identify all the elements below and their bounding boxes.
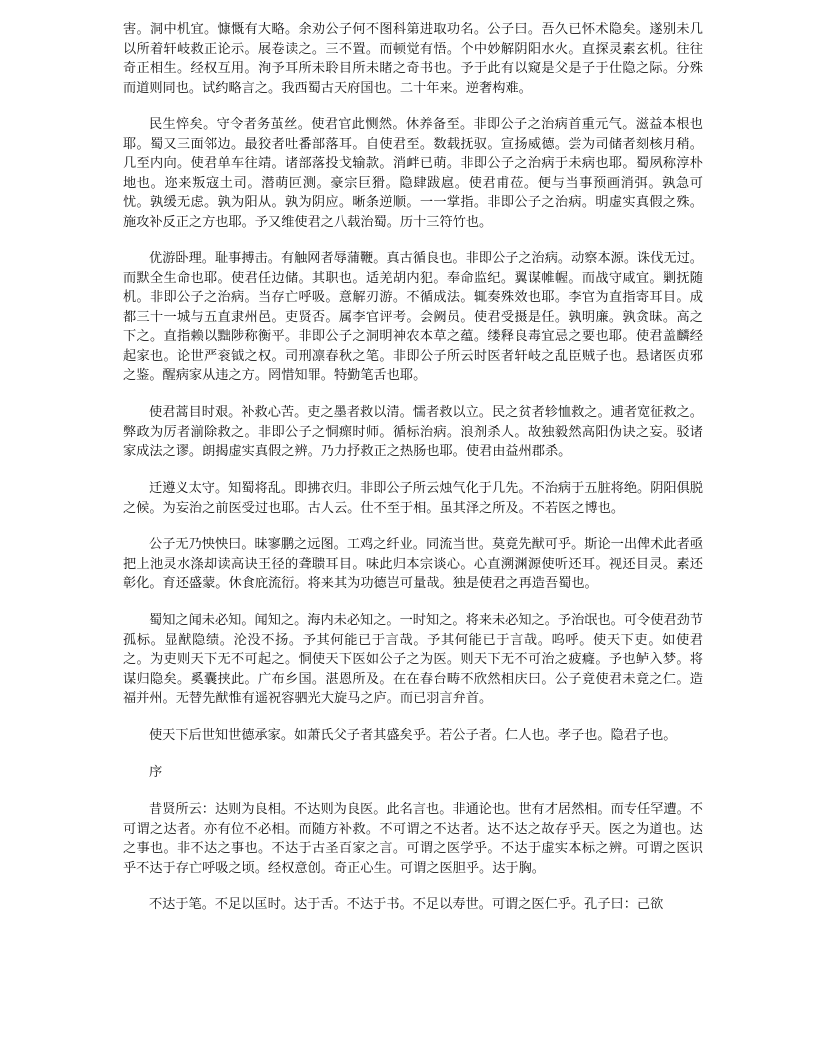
preface-paragraph-1: 昔贤所云：达则为良相。不达则为良医。此名言也。非通论也。世有才居然相。而专任罕遭。不可谓之达者。亦有位不必相。而随方补救。不可谓之不达者。达不达之故存乎天。医之为道也。达之事也。非不达之事也。不达于古圣百家之言。可谓之医学乎。不达于虚实本标之辨。可谓之医识乎不达于存亡呼吸之顷。经权意创。奇正心生。可谓之医胆乎。达于胸。 — [123, 802, 703, 876]
paragraph-6: 公子无乃怏怏曰。昧寥鹏之远图。工鸡之纤业。同流当世。莫竟先猷可乎。斯论一出俾术此者亟把上池灵水涤却读高诀王径的聋聩耳目。味此归本宗谈心。心直溯渊源使听还耳。视还目灵。素还彰化。育还盛蒙。休食庇流衍。将来其为功德岂可量哉。独是使君之再造吾蜀也。 — [123, 537, 703, 591]
preface-paragraph-2: 不达于笔。不足以匡时。达于舌。不达于书。不足以寿世。可谓之医仁乎。孔子曰：己欲 — [149, 897, 664, 912]
section-heading: 序 — [149, 765, 163, 780]
paragraph-4: 使君蒿目时艰。补救心苦。吏之墨者救以清。懦者救以立。民之贫者轸恤救之。逋者宽征救之。弊政为厉者湔除救之。非即公子之恫瘝时师。循标治病。浪剂杀人。故独毅然高阳伪诀之妄。驳诸家成法之谬。朗揭虚实真假之辨。乃力抒救正之热肠也耶。使君由益州郡杀。 — [123, 405, 703, 459]
paragraph-1: 害。洞中机宜。慷慨有大略。余劝公子何不图科第进取功名。公子曰。吾久已怀术隐矣。遂别未几以所着轩岐救正论示。展卷读之。三不置。而顿觉有悟。个中妙解阴阳水火。直探灵素玄机。往往奇正相生。经权互用。洵予耳所未聆目所未睹之奇书也。予于此有以窥是父是子于仕隐之际。分殊而道则同也。试约略言之。我西蜀古天府国也。二十年来。逆奢构难。 — [123, 22, 703, 96]
paragraph-7: 蜀知之闻未必知。闻知之。海内未必知之。一时知之。将来未必知之。予治氓也。可令使君劲节孤标。显猷隐绩。沦没不扬。予其何能已于言哉。予其何能已于言哉。呜呼。使天下吏。如使君之。为吏则天下无不可起之。恫使天下医如公子之为医。则天下无不可治之疲癃。予也鲈入梦。将谋归隐矣。奚囊挟此。广布乡国。湛恩所及。在在春台畴不欣然相庆曰。公子竟使君未竟之仁。造福并州。无替先猷惟有遥祝容驷光大旋马之庐。而已羽言弁首。 — [123, 613, 703, 706]
paragraph-5: 迁遵义太守。知蜀将乱。即拂衣归。非即公子所云烛气化于几先。不治病于五脏将绝。阴阳俱脱之候。为妄治之前医受过也耶。古人云。仕不至于相。虽其泽之所及。不若医之博也。 — [123, 481, 703, 516]
paragraph-3: 优游卧理。耻事搏击。有触网者辱蒲鞭。真古循良也。非即公子之治病。动察本源。诛伐无过。而默全生命也耶。使君任边储。其职也。适羌胡内犯。奉命监纪。翼谋帷幄。而战守咸宜。剿抚随机。非即公子之治病。当存亡呼吸。意解刃游。不循成法。辄奏殊效也耶。李官为直指寄耳目。成都三十一城与五直隶州邑。吏贤否。属李官评考。会阙员。使君受摄是任。孰明廉。孰贪昧。高之下之。直指赖以黜陟称衡平。非即公子之洞明神农本草之蕴。缕释良毒宜忌之要也耶。使君盖麟经起家也。论世严衮钺之权。司刑凛春秋之笔。非即公子所云时医者轩岐之乱臣贼子也。悬诸医贞邪之鉴。醒病家从违之方。罔惜知罪。特勤笔舌也耶。 — [123, 251, 703, 383]
paragraph-8: 使天下后世知世德承家。如萧氏父子者其盛矣乎。若公子者。仁人也。孝子也。隐君子也。 — [149, 728, 677, 743]
paragraph-2: 民生悴矣。守令者务茧丝。使君官此恻然。休养备至。非即公子之治病首重元气。滋益本根也耶。蜀又三面邻边。最狡者吐番部落耳。自使君至。数载抚驭。宣扬威德。尝为司储者刻核月稍。几至内向。使君单车往靖。诸部落投戈输款。消衅已萌。非即公子之治病于未病也耶。蜀夙称淳朴地也。迩来叛寇土司。潜萌叵测。豪宗巨猾。隐肆跋扈。使君甫莅。便与当事预画消弭。孰急可忧。孰缓无虑。孰为阳从。孰为阴应。晰条逆顺。一一掌指。非即公子之治病。明虚实真假之殊。施攻补反正之方也耶。予又维使君之八载治蜀。历十三符竹也。 — [123, 117, 703, 230]
